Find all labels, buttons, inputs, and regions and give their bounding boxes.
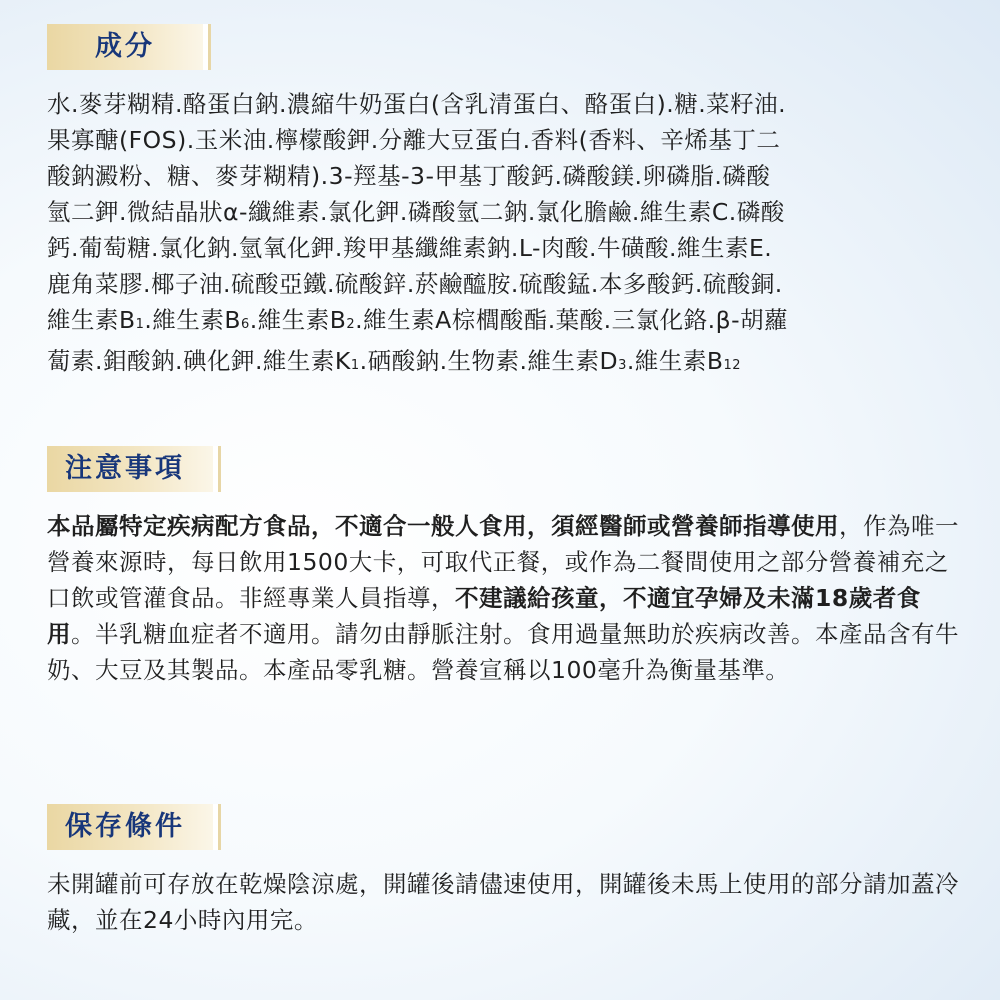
notice-text bbox=[47, 508, 967, 688]
ingredients-line: 水.麥芽糊精.酪蛋白鈉.濃縮牛奶蛋白(含乳清蛋白、酪蛋白).糖.菜籽油. bbox=[47, 90, 787, 118]
ingredients-fragment: .硒酸鈉.生物素.維生素D bbox=[359, 347, 619, 375]
ingredients-line: 氫二鉀.微結晶狀α-纖維素.氯化鉀.磷酸氫二鈉.氯化膽鹼.維生素C.磷酸 bbox=[47, 198, 785, 226]
notice-bold-restriction: 不建議給孩童，不適宜孕婦及未滿18歲者食用 bbox=[47, 584, 921, 648]
storage-text: 未開罐前可存放在乾燥陰涼處，開罐後請儘速使用，開罐後未馬上使用的部分請加蓋冷藏，並在24小時內用完。 bbox=[47, 870, 959, 934]
subscript: 12 bbox=[723, 358, 742, 373]
storage-heading: 保存條件 bbox=[47, 804, 218, 850]
notice-section bbox=[47, 446, 967, 688]
storage-section bbox=[47, 804, 967, 938]
ingredients-fragment: .維生素B bbox=[144, 306, 241, 334]
ingredients-line: 酸鈉澱粉、糖、麥芽糊精).3-羥基-3-甲基丁酸鈣.磷酸鎂.卵磷脂.磷酸 bbox=[47, 162, 771, 190]
ingredients-text bbox=[47, 86, 967, 384]
ingredients-section bbox=[47, 24, 967, 384]
ingredients-fragment: 維生素B bbox=[47, 306, 136, 334]
subscript: 1 bbox=[350, 358, 360, 373]
notice-body: ，作為唯一營養來源時，每日飲用1500大卡，可取代正餐，或作為二餐間使用之部分營養補充之口飲或管灌食品。非經專業人員指導， bbox=[47, 512, 959, 612]
ingredients-fragment: .維生素A棕櫚酸酯.葉酸.三氯化鉻.β-胡蘿 bbox=[355, 306, 789, 334]
subscript: 3 bbox=[618, 358, 627, 373]
subscript: 6 bbox=[241, 317, 250, 332]
ingredients-line: 鹿角菜膠.椰子油.硫酸亞鐵.硫酸鋅.菸鹼醯胺.硫酸錳.本多酸鈣.硫酸銅. bbox=[47, 270, 783, 298]
notice-body: 。半乳糖血症者不適用。請勿由靜脈注射。食用過量無助於疾病改善。本產品含有牛奶、大豆及其製品。本產品零乳糖。營養宣稱以100毫升為衡量基準。 bbox=[47, 620, 959, 684]
ingredients-fragment: 蔔素.鉬酸鈉.碘化鉀.維生素K bbox=[47, 347, 351, 375]
ingredients-line bbox=[47, 343, 967, 384]
notice-bold-warning: 本品屬特定疾病配方食品，不適合一般人食用，須經醫師或營養師指導使用 bbox=[47, 512, 839, 540]
notice-heading: 注意事項 bbox=[47, 446, 218, 492]
subscript: 1 bbox=[135, 317, 145, 332]
ingredients-fragment: .維生素B bbox=[249, 306, 347, 334]
ingredients-line: 果寡醣(FOS).玉米油.檸檬酸鉀.分離大豆蛋白.香料(香料、辛烯基丁二 bbox=[47, 126, 781, 154]
ingredients-line: 鈣.葡萄糖.氯化鈉.氫氧化鉀.羧甲基纖維素鈉.L-肉酸.牛磺酸.維生素E. bbox=[47, 234, 773, 262]
ingredients-fragment: .維生素B bbox=[626, 347, 724, 375]
ingredients-line bbox=[47, 302, 967, 343]
ingredients-heading: 成分 bbox=[47, 24, 208, 70]
subscript: 2 bbox=[346, 317, 356, 332]
